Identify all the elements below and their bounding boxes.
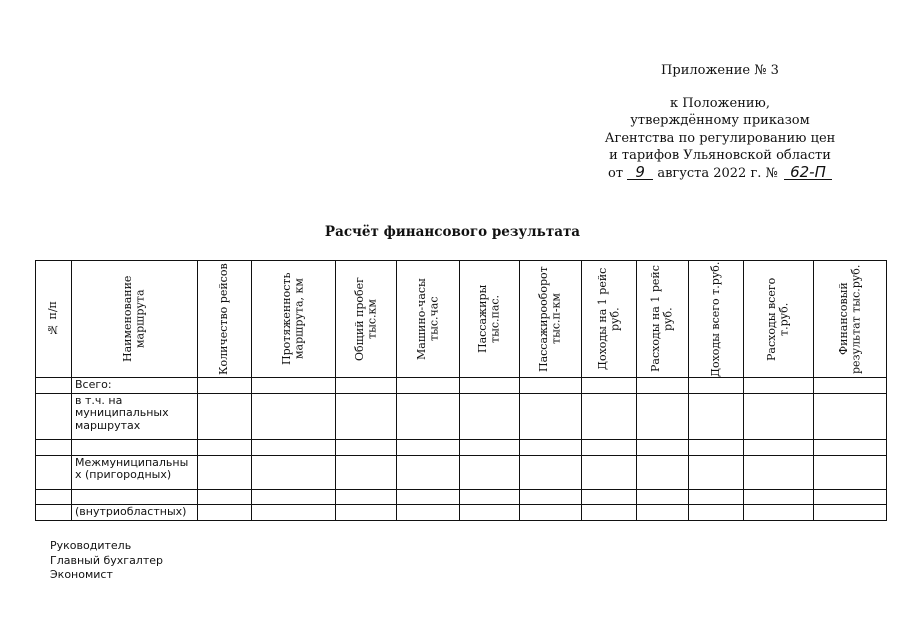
table-cell <box>520 393 582 439</box>
table-cell <box>397 378 460 394</box>
table-cell <box>582 455 637 489</box>
table-cell <box>582 393 637 439</box>
col-header: № п/п <box>36 261 72 378</box>
table-cell <box>637 504 689 520</box>
date-prefix: от <box>608 165 624 181</box>
route-name-cell: Межмуниципальны х (пригородных) <box>72 455 198 489</box>
table-cell <box>397 504 460 520</box>
table-cell <box>336 455 397 489</box>
table-row <box>36 455 887 489</box>
col-header: Расходы всего т.руб. <box>744 261 814 378</box>
table-cell <box>198 378 252 394</box>
appendix-line-3: Агентства по регулированию цен <box>604 130 836 146</box>
table-cell <box>460 455 520 489</box>
table-cell <box>252 504 336 520</box>
table-header-row <box>36 261 887 378</box>
signature-chief-accountant: Главный бухгалтер <box>50 553 163 567</box>
table-cell <box>814 504 887 520</box>
table-cell <box>637 455 689 489</box>
table-cell <box>520 455 582 489</box>
col-header: Пассажиры тыс.пас. <box>460 261 520 378</box>
table-cell <box>689 489 744 504</box>
col-header: Расходы на 1 рейс руб. <box>637 261 689 378</box>
appendix-line-4: и тарифов Ульяновской области <box>609 148 831 163</box>
table-cell <box>397 455 460 489</box>
table-cell <box>582 439 637 455</box>
table-cell <box>460 504 520 520</box>
table-cell <box>582 378 637 394</box>
table-cell <box>814 489 887 504</box>
route-name-cell: (внутриобластных) <box>72 504 198 520</box>
table-body <box>36 378 887 521</box>
appendix-line-2: утверждённому приказом <box>630 113 810 128</box>
col-header: Общий пробег тыс.км <box>336 261 397 378</box>
table-cell <box>336 504 397 520</box>
table-cell <box>814 393 887 439</box>
table-cell <box>252 455 336 489</box>
table-cell <box>637 378 689 394</box>
table-cell <box>36 489 72 504</box>
table-cell <box>744 504 814 520</box>
table-cell <box>198 455 252 489</box>
table-cell <box>336 378 397 394</box>
table-cell <box>36 455 72 489</box>
table-cell <box>814 439 887 455</box>
route-name-cell: в т.ч. на муниципальных маршрутах <box>72 393 198 439</box>
table-cell <box>814 378 887 394</box>
appendix-date-line <box>540 162 900 183</box>
route-name-cell: Всего: <box>72 378 198 394</box>
table-cell <box>637 439 689 455</box>
col-header: Доходы на 1 рейс руб. <box>582 261 637 378</box>
table-row <box>36 439 887 455</box>
table-cell <box>460 393 520 439</box>
table-row <box>36 504 887 520</box>
table-cell <box>336 489 397 504</box>
table-cell <box>198 439 252 455</box>
signature-economist: Экономист <box>50 568 113 581</box>
table-cell <box>252 393 336 439</box>
table-cell <box>460 378 520 394</box>
table-cell <box>36 378 72 394</box>
table-cell <box>744 455 814 489</box>
table-cell <box>520 378 582 394</box>
table-cell <box>744 439 814 455</box>
table-cell <box>397 489 460 504</box>
table-cell <box>520 489 582 504</box>
table-cell <box>744 393 814 439</box>
appendix-block <box>540 62 900 182</box>
col-header: Наименование маршрута <box>72 261 198 378</box>
table-cell <box>198 504 252 520</box>
route-name-cell <box>72 439 198 455</box>
signature-director: Руководитель <box>50 539 132 552</box>
table-cell <box>814 455 887 489</box>
document-title: Расчёт финансового результата <box>324 224 581 240</box>
table-cell <box>689 378 744 394</box>
handwritten-day: 9 <box>627 166 653 180</box>
table-cell <box>252 439 336 455</box>
financial-result-table <box>35 260 887 521</box>
table-cell <box>36 393 72 439</box>
table-cell <box>582 489 637 504</box>
table-cell <box>520 504 582 520</box>
table-cell <box>582 504 637 520</box>
col-header: Пассажирооборот тыс.п-км <box>520 261 582 378</box>
signatures-block <box>50 539 163 583</box>
col-header: Протяженность маршрута, км <box>252 261 336 378</box>
table-cell <box>460 439 520 455</box>
table-cell <box>397 393 460 439</box>
table-cell <box>689 504 744 520</box>
handwritten-order-number: 62-П <box>784 166 832 180</box>
table-cell <box>252 489 336 504</box>
table-cell <box>744 378 814 394</box>
table-row <box>36 378 887 394</box>
table-row <box>36 489 887 504</box>
appendix-title: Приложение № 3 <box>661 63 779 78</box>
table-cell <box>336 439 397 455</box>
table-cell <box>397 439 460 455</box>
table-cell <box>689 439 744 455</box>
table-cell <box>637 393 689 439</box>
table-cell <box>36 439 72 455</box>
table-cell <box>336 393 397 439</box>
appendix-line-1: к Положению, <box>670 95 770 111</box>
date-rest: августа 2022 г. № <box>657 165 778 181</box>
table-cell <box>198 489 252 504</box>
table-cell <box>689 393 744 439</box>
col-header: Доходы всего т.руб. <box>689 261 744 378</box>
table-cell <box>198 393 252 439</box>
route-name-cell <box>72 489 198 504</box>
table-cell <box>252 378 336 394</box>
table-cell <box>520 439 582 455</box>
table-cell <box>689 455 744 489</box>
col-header: Количество рейсов <box>198 261 252 378</box>
table-cell <box>460 489 520 504</box>
col-header: Машино-часы тыс.час <box>397 261 460 378</box>
col-header: Финансовый результат тыс.руб. <box>814 261 887 378</box>
table-cell <box>637 489 689 504</box>
table-row <box>36 393 887 439</box>
table-cell <box>744 489 814 504</box>
table-cell <box>36 504 72 520</box>
